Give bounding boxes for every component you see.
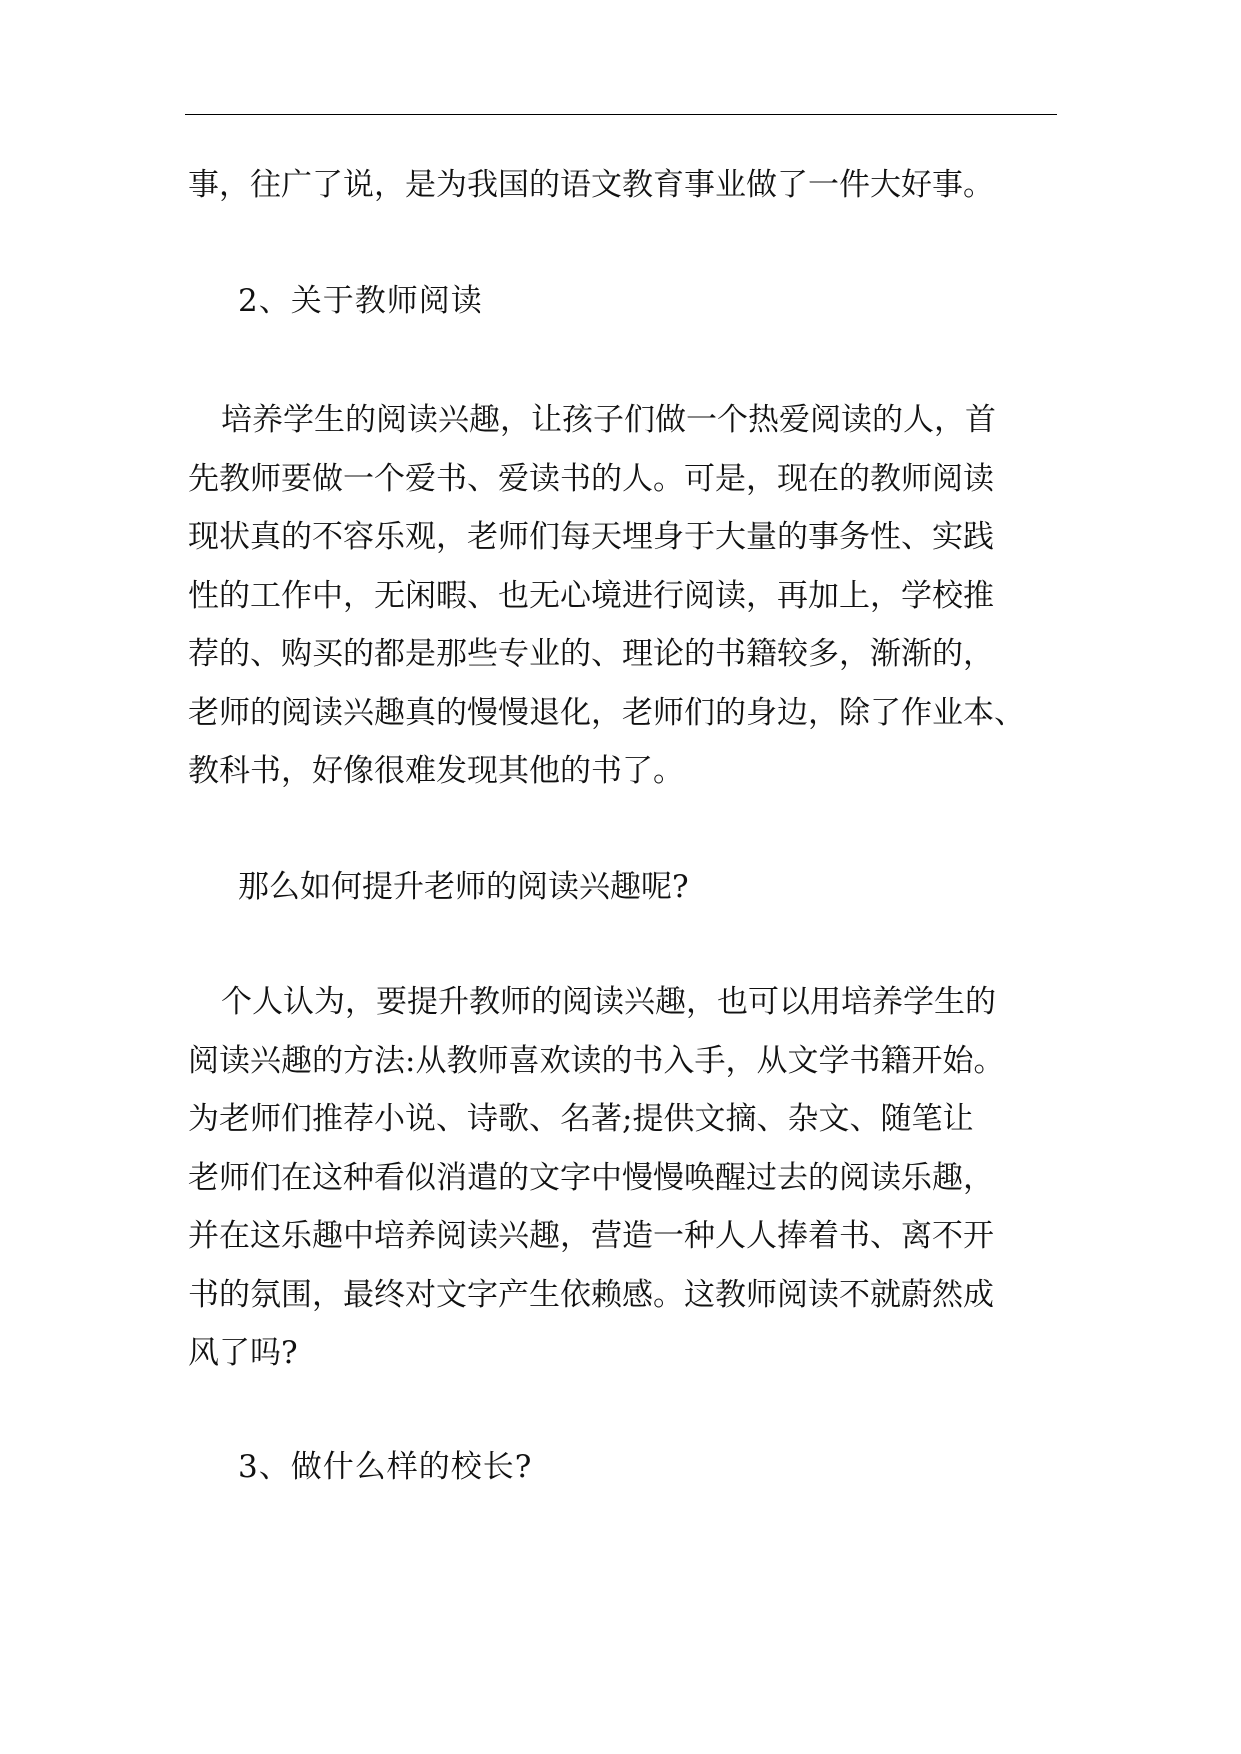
paragraph-line: 书的氛围，最终对文字产生依赖感。这教师阅读不就蔚然成 [188, 1276, 994, 1313]
paragraph-line: 事，往广了说，是为我国的语文教育事业做了一件大好事。 [188, 167, 994, 203]
paragraph-line: 先教师要做一个爱书、爱读书的人。可是，现在的教师阅读 [188, 460, 994, 497]
paragraph-line: 为老师们推荐小说、诗歌、名著;提供文摘、杂文、随笔让 [188, 1101, 974, 1137]
continuation-paragraph [188, 156, 1064, 215]
paragraph-line: 培养学生的阅读兴趣，让孩子们做一个热爱阅读的人，首 [221, 402, 996, 438]
question-line: 那么如何提升老师的阅读兴趣呢? [238, 869, 689, 905]
paragraph-line: 老师们在这种看似消遣的文字中慢慢唤醒过去的阅读乐趣， [188, 1159, 994, 1196]
paragraph-teacher-reading [188, 391, 1064, 801]
paragraph-line: 风了吗? [188, 1335, 298, 1371]
paragraph-line: 并在这乐趣中培养阅读兴趣，营造一种人人捧着书、离不开 [188, 1218, 994, 1254]
paragraph-line: 阅读兴趣的方法:从教师喜欢读的书入手，从文学书籍开始。 [188, 1042, 1005, 1079]
header-rule [185, 114, 1057, 115]
paragraph-line: 荐的、购买的都是那些专业的、理论的书籍较多，渐渐的， [188, 636, 994, 672]
section-2-heading: 2、关于教师阅读 [238, 283, 483, 319]
paragraph-line: 现状真的不容乐观，老师们每天埋身于大量的事务性、实践 [188, 519, 994, 555]
paragraph-line: 老师的阅读兴趣真的慢慢退化，老师们的身边，除了作业本、 [188, 694, 1025, 731]
paragraph-line: 性的工作中，无闲暇、也无心境进行阅读，再加上，学校推 [188, 577, 994, 614]
paragraph-line: 个人认为，要提升教师的阅读兴趣，也可以用培养学生的 [221, 984, 996, 1020]
paragraph-personal-view [188, 973, 1064, 1383]
section-3-heading: 3、做什么样的校长? [238, 1449, 533, 1485]
paragraph-line: 教科书，好像很难发现其他的书了。 [188, 753, 684, 789]
